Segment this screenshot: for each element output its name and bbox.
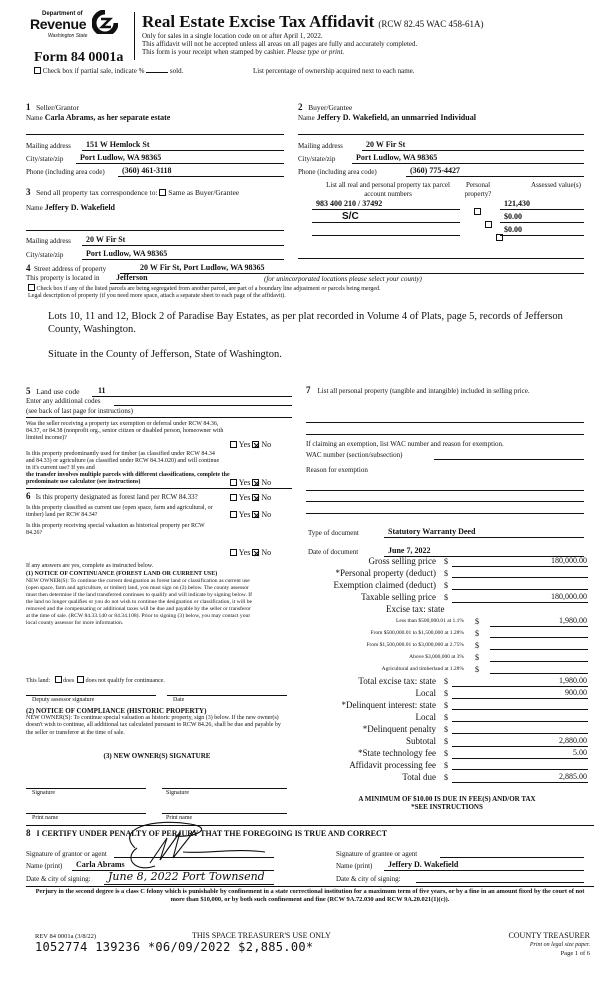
dor-emblem-icon <box>92 10 118 34</box>
revision-label: REV 84 0001a (3/8/22) <box>35 933 97 940</box>
timber-question-bold: the transfer involves multiple parcels with different classifications, complete the predominate use calculator (see instructions) <box>26 472 230 485</box>
treasurer-receipt-stamp: 1052774 139236 *06/09/2022 $2,885.00* <box>35 940 314 954</box>
partial-sale-percent-field[interactable] <box>146 72 168 73</box>
correspondence-name-line <box>26 230 284 231</box>
perjury-notice: Perjury in the second degree is a class C felony which is punishable by confinement in a state correctional institution for a maximum term of five years, or by a fine in an amount fixed by the court of not more than $10,000, or by both such confinement and fine (RCW 9A.72.030 and RCW 9A.20.021(1)(c)). <box>35 888 585 903</box>
new-owner-signature-label-2: Signature <box>166 790 189 796</box>
grantor-name-field[interactable]: Carla Abrams <box>72 860 274 871</box>
personal-property-text: List all personal property (tangible and intangible) included in selling price. <box>317 387 530 395</box>
new-owner-print-line-2 <box>162 813 287 814</box>
grantee-name-label: Name (print) <box>336 862 373 870</box>
forest-yes-no <box>230 493 271 502</box>
correspondence-city-field[interactable]: Port Ludlow, WA 98365 <box>82 249 284 260</box>
seller-city-label: City/state/zip <box>26 155 64 163</box>
currency-symbol: $ <box>444 773 448 782</box>
tax-label: Total due <box>402 772 436 782</box>
delinquent-penalty-value[interactable] <box>452 724 588 734</box>
grantee-date-city-label: Date & city of signing: <box>336 875 401 883</box>
tax-label: Subtotal <box>405 736 436 746</box>
notice-1-title: (1) NOTICE OF CONTINUANCE (FOREST LAND OR CURRENT USE) <box>26 571 218 577</box>
exemption-reason-line-3 <box>306 513 584 514</box>
header-notice-2: This affidavit will not be accepted unless all areas on all pages are fully and accurately completed. <box>142 40 418 48</box>
currency-symbol: $ <box>444 749 448 758</box>
exemption-reason-line-2 <box>306 501 584 502</box>
subtotal-row <box>300 736 594 747</box>
document-type-label: Type of document <box>308 529 359 537</box>
county-field[interactable]: Jefferson <box>110 273 240 284</box>
if-yes-note: If any answers are yes, complete as instructed below. <box>26 563 154 569</box>
street-address-field[interactable]: 20 W Fir St, Port Ludlow, WA 98365 <box>120 263 584 274</box>
bracket-label: Agricultural and timberland at 1.28% <box>381 666 464 672</box>
agency-line1: Department of <box>42 11 83 17</box>
forest-no-checkbox[interactable] <box>252 494 259 501</box>
grantor-signature-label: Signature of grantor or agent <box>26 850 107 858</box>
buyer-phone-field[interactable]: (360) 775-4427 <box>406 166 584 177</box>
grantee-signature-field[interactable] <box>440 848 584 858</box>
delinquent-interest-local-value[interactable] <box>452 712 588 722</box>
land-use-code-label <box>26 387 79 396</box>
tax-row-taxable-selling-price <box>300 592 594 603</box>
historic-no-checkbox[interactable] <box>252 549 259 556</box>
no-label: No <box>261 440 272 449</box>
exemption-reason-line-1 <box>306 490 584 491</box>
bracket-label: From $500,000.01 to $1,500,000 at 1.28% <box>370 630 464 636</box>
parcel-row-2-number[interactable]: S/C <box>312 211 460 223</box>
personal-property-line-1 <box>306 422 584 423</box>
buyer-phone-label: Phone (including area code) <box>298 168 377 176</box>
tax-label: Local <box>415 712 436 722</box>
seller-mailing-field[interactable]: 151 W Hemlock St <box>82 140 284 151</box>
buyer-mailing-field[interactable]: 20 W Fir St <box>362 140 584 151</box>
does-not-label: does not qualify for continuance. <box>85 678 165 684</box>
parcel-row-2-personal-checkbox[interactable] <box>485 221 492 228</box>
buyer-name-row <box>298 113 476 123</box>
same-as-buyer-checkbox[interactable] <box>159 189 166 196</box>
currency-symbol: $ <box>444 737 448 746</box>
partial-sale-suffix: sold. <box>169 67 184 75</box>
parcel-blank-line <box>298 258 584 259</box>
section-8-number: 8 <box>26 828 31 838</box>
forest-question <box>26 492 198 502</box>
header-notice-1: Only for sales in a single location code on or after April 1, 2022. <box>142 32 323 40</box>
yes-label: Yes <box>238 548 251 557</box>
section-3-number: 3 <box>26 187 31 197</box>
same-as-buyer-label: Same as Buyer/Grantee <box>168 188 240 197</box>
grantor-date-city-label: Date & city of signing: <box>26 875 91 883</box>
this-land-label: This land: <box>26 678 51 684</box>
bracket-row-2 <box>300 628 594 639</box>
new-owner-print-label-2: Print name <box>166 815 193 821</box>
section-2-label: Buyer/Grantee <box>308 103 353 112</box>
technology-fee-row <box>300 748 594 759</box>
currency-symbol: $ <box>444 725 448 734</box>
gross-selling-price-value[interactable]: 180,000.00 <box>452 556 588 567</box>
correspondence-name[interactable]: Jeffery D. Wakefield <box>44 203 115 212</box>
tax-label: Local <box>415 688 436 698</box>
forest-yes-checkbox[interactable] <box>230 494 237 501</box>
parcel-row-3-number[interactable] <box>312 225 460 236</box>
currency-symbol: $ <box>444 593 448 602</box>
exemption-deduct-value[interactable] <box>452 580 588 590</box>
bracket-row-3 <box>300 640 594 651</box>
page-title <box>142 12 484 32</box>
current-use-no-checkbox[interactable] <box>252 511 259 518</box>
no-label: No <box>261 510 272 519</box>
bracket-5-value[interactable] <box>490 664 588 674</box>
tax-label: *Personal property (deduct) <box>335 568 436 578</box>
wac-number-field[interactable] <box>434 450 584 460</box>
currency-symbol: $ <box>475 641 479 650</box>
bracket-4-value[interactable] <box>490 652 588 662</box>
parcel-col-header: List all real and personal property tax parcel account numbers <box>326 181 450 198</box>
exemption-question: Was the seller receiving a property tax exemption or deferral under RCW 84.36, 84.37, or 84.38 (nonprofit org., senior citizen or disabled person, homeowner with limited income)? <box>26 421 224 441</box>
section-2-number: 2 <box>298 102 303 112</box>
current-use-yes-no <box>230 510 271 519</box>
seller-name-label: Name <box>26 114 43 122</box>
notice-1-body: NEW OWNER(S): To continue the current designation as forest land or classification as current use (open space, farm and agriculture, or timber) land, you must sign on (3) below. The county assessor must then determine if the land transferred continues to qualify and will indicate by signing below. If the land no longer qualifies or you do not wish to continue the designation or classification, it will be removed and the compensating or additional taxes will be due and payable by the seller or transferor at the time of sale. (RCW 84.33.140 or 84.34.108). Prior to signing (3) below, you may contact your local county assessor for more information. <box>26 578 253 626</box>
header-notice-3 <box>142 48 344 57</box>
certification-text: I CERTIFY UNDER PENALTY OF PERJURY THAT THE FOREGOING IS TRUE AND CORRECT <box>36 829 388 838</box>
new-owner-signature-label-1: Signature <box>32 790 55 796</box>
seller-heading <box>26 103 79 112</box>
county-note: (for unincorporated locations please select your county) <box>264 275 422 283</box>
assessor-signature-line <box>26 695 156 696</box>
notice-2-title: (2) NOTICE OF COMPLIANCE (HISTORIC PROPERTY) <box>26 707 207 715</box>
correspondence-heading <box>26 188 239 197</box>
document-date-label: Date of document <box>308 548 359 556</box>
land-use-code-field[interactable]: 11 <box>92 386 292 397</box>
currency-symbol: $ <box>444 701 448 710</box>
title-text: Real Estate Excise Tax Affidavit <box>142 12 375 31</box>
current-use-yes-checkbox[interactable] <box>230 511 237 518</box>
segregated-checkbox[interactable] <box>28 284 35 291</box>
new-owner-signature-title: (3) NEW OWNER(S) SIGNATURE <box>103 752 211 760</box>
legal-description-1: Lots 10, 11 and 12, Block 2 of Paradise Bay Estates, as per plat recorded in Volume 4 of Plats, page 5, records of Jefferson County, Washington. <box>48 311 563 335</box>
agency-state: Washington State <box>48 33 88 39</box>
correspondence-name-label: Name <box>26 204 43 212</box>
total-due-row <box>300 772 594 783</box>
buyer-city-field[interactable]: Port Ludlow, WA 98365 <box>352 153 584 164</box>
tax-label: Taxable selling price <box>361 592 436 602</box>
delinquent-interest-state-row <box>300 700 594 711</box>
bracket-1-value[interactable]: 1,980.00 <box>490 616 588 627</box>
processing-fee-value[interactable] <box>452 760 588 770</box>
parcel-row-1-personal-checkbox[interactable] <box>474 208 481 215</box>
buyer-heading <box>298 103 352 112</box>
taxable-selling-price-value[interactable]: 180,000.00 <box>452 592 588 603</box>
currency-symbol: $ <box>475 665 479 674</box>
no-label: No <box>261 478 272 487</box>
total-excise-state-value[interactable]: 1,980.00 <box>452 676 588 687</box>
currency-symbol: $ <box>444 689 448 698</box>
currency-symbol: $ <box>444 713 448 722</box>
tax-row-personal-property <box>300 568 594 579</box>
grantee-date-city-field[interactable] <box>416 873 584 883</box>
timber-yes-no <box>230 478 271 487</box>
parcel-row-3-assessed[interactable]: $0.00 <box>500 225 584 236</box>
personal-col-header: Personal property? <box>464 181 492 198</box>
correspondence-mailing-label: Mailing address <box>26 237 71 245</box>
bracket-2-value[interactable] <box>490 628 588 638</box>
does-not-qualify-checkbox[interactable] <box>77 676 84 683</box>
new-owner-print-label-1: Print name <box>32 815 59 821</box>
notice-2-body: NEW OWNER(S): To continue special valuation as historic property, sign (3) below. If the new owner(s) doesn't wish to continue, all additional tax calculated pursuant to RCW 84.26, shall be due and payable by the seller or transferor at the time of sale. <box>26 715 281 736</box>
does-label: does <box>63 678 75 684</box>
parcel-row-1-number[interactable]: 983 400 210 / 37492 <box>312 199 460 210</box>
grantor-name-label: Name (print) <box>26 862 63 870</box>
notice-3-text: This form is your receipt when stamped by cashier. <box>142 48 286 56</box>
exemption-no-checkbox[interactable] <box>252 441 259 448</box>
section-6-number: 6 <box>26 491 31 501</box>
section-1-label: Seller/Grantor <box>36 103 80 112</box>
parcel-row-1-assessed[interactable]: 121,430 <box>500 199 584 210</box>
correspondence-mailing-field[interactable]: 20 W Fir St <box>82 235 284 246</box>
segregated-label: Check box if any of the listed parcels are being segregated from another parcel, are part of a boundary line adjustment or parcels being merged. <box>36 286 381 292</box>
treasurer-use-label: THIS SPACE TREASURER'S USE ONLY <box>192 931 331 940</box>
does-qualify-checkbox[interactable] <box>55 676 62 683</box>
bracket-label: Above $3,000,000 at 3% <box>409 654 464 660</box>
currency-symbol: $ <box>475 653 479 662</box>
new-owner-sig-line-1 <box>26 788 146 789</box>
tax-row-exemption-claimed <box>300 580 594 591</box>
legal-label: Legal description of property (if you need more space, attach a separate sheet to each page of the affidavit). <box>28 293 286 299</box>
assessor-signature-label: Deputy assessor signature <box>32 697 95 703</box>
exemption-claim-label: If claiming an exemption, list WAC number and reason for exemption. <box>306 440 504 448</box>
tax-row-gross-selling-price <box>300 556 594 567</box>
tax-label: Total excise tax: state <box>358 676 436 686</box>
assessed-col-header: Assessed value(s) <box>531 181 581 189</box>
street-label: Street address of property <box>34 265 107 273</box>
see-instructions-note: *SEE INSTRUCTIONS <box>411 803 483 811</box>
total-excise-local-value[interactable]: 900.00 <box>452 688 588 699</box>
total-due-value[interactable]: 2,885.00 <box>452 772 588 783</box>
header-divider <box>134 12 135 60</box>
no-label: No <box>261 548 272 557</box>
buyer-name[interactable]: Jeffery D. Wakefield, an unmarried Individual <box>316 113 476 122</box>
tax-label: *State technology fee <box>358 748 436 758</box>
perjury-divider <box>26 886 594 887</box>
bracket-label: Less than $500,000.01 at 1.1% <box>396 618 464 624</box>
timber-question: Is this property predominantly used for timber (as classified under RCW 84.34 and 84.33) or agriculture (as classified under RCW 84.34.020) and will continue in it's current use? If yes and <box>26 451 220 471</box>
form-number: Form 84 0001a <box>34 50 124 65</box>
ownership-note: List percentage of ownership acquired next to each name. <box>253 67 415 75</box>
page-number: Page 1 of 6 <box>560 950 590 957</box>
yes-label: Yes <box>238 493 251 502</box>
exemption-reason-label: Reason for exemption <box>306 466 368 474</box>
personal-property-line-2 <box>306 434 584 435</box>
located-in-label: This property is located in <box>26 274 100 282</box>
currency-symbol: $ <box>444 761 448 770</box>
grantee-name-field[interactable]: Jeffery D. Wakefield <box>384 860 584 871</box>
seller-name[interactable]: Carla Abrams, as her separate estate <box>44 113 171 122</box>
segregated-row <box>28 284 381 293</box>
correspondence-name-row <box>26 203 115 213</box>
current-use-question: Is this property classified as current use (open space, farm and agricultural, or timber) land per RCW 84.34? <box>26 505 213 518</box>
seller-name-row <box>26 113 170 123</box>
technology-fee-value[interactable]: 5.00 <box>452 748 588 759</box>
partial-sale-checkbox[interactable] <box>34 67 41 74</box>
bracket-row-5 <box>300 664 594 675</box>
bracket-row-4 <box>300 652 594 663</box>
notice-3-italic: Please type or print. <box>287 48 345 56</box>
correspondence-label: Send all property tax correspondence to: <box>36 188 158 197</box>
total-excise-state-row <box>300 676 594 687</box>
partial-sale-row <box>34 67 183 76</box>
buyer-name-line <box>298 134 584 135</box>
historic-yes-checkbox[interactable] <box>230 549 237 556</box>
seller-phone-field[interactable]: (360) 461-3118 <box>118 166 284 177</box>
personal-property-deduct-value[interactable] <box>452 568 588 578</box>
buyer-mailing-label: Mailing address <box>298 142 343 150</box>
agency-name: Revenue <box>30 16 87 32</box>
grantor-date-city-field[interactable]: June 8, 2022 Port Townsend <box>104 870 274 885</box>
yes-label: Yes <box>238 440 251 449</box>
seller-city-field[interactable]: Port Ludlow, WA 98365 <box>76 153 284 164</box>
delinquent-penalty-row <box>300 724 594 735</box>
parcel-row-2-assessed[interactable]: $0.00 <box>500 212 584 223</box>
currency-symbol: $ <box>444 581 448 590</box>
tax-label: Gross selling price <box>368 556 436 566</box>
buyer-city-label: City/state/zip <box>298 155 336 163</box>
additional-codes-note: (see back of last page for instructions) <box>26 407 133 415</box>
currency-symbol: $ <box>444 557 448 566</box>
timber-no-checkbox[interactable] <box>252 479 259 486</box>
yes-label: Yes <box>238 478 251 487</box>
assessor-date-line <box>167 695 287 696</box>
document-type-field[interactable]: Statutory Warranty Deed <box>384 527 584 538</box>
grantee-signature-label: Signature of grantee or agent <box>336 850 418 858</box>
continuance-row <box>26 676 165 685</box>
forest-question-text: Is this property designated as forest land per RCW 84.33? <box>35 493 198 501</box>
print-note: Print on legal size paper. <box>529 942 590 948</box>
timber-yes-checkbox[interactable] <box>230 479 237 486</box>
legal-description-2: Situate in the County of Jefferson, State of Washington. <box>48 349 282 360</box>
partial-sale-label: Check box if partial sale, indicate % <box>42 67 145 75</box>
section-5-divider <box>26 488 292 489</box>
currency-symbol: $ <box>444 677 448 686</box>
personal-property-label <box>306 386 584 396</box>
bracket-row-1 <box>300 616 594 627</box>
section-4-number: 4 <box>26 263 31 273</box>
delinquent-interest-local-row <box>300 712 594 723</box>
section-5-number: 5 <box>26 386 31 396</box>
exemption-yes-no <box>230 440 271 449</box>
total-excise-local-row <box>300 688 594 699</box>
currency-symbol: $ <box>444 569 448 578</box>
correspondence-city-label: City/state/zip <box>26 251 64 259</box>
currency-symbol: $ <box>475 629 479 638</box>
new-owner-sig-line-2 <box>162 788 287 789</box>
seller-mailing-label: Mailing address <box>26 142 71 150</box>
no-label: No <box>261 493 272 502</box>
section-1-number: 1 <box>26 102 31 112</box>
delinquent-interest-state-value[interactable] <box>452 700 588 710</box>
subtotal-value[interactable]: 2,880.00 <box>452 736 588 747</box>
title-ref: (RCW 82.45 WAC 458-61A) <box>378 19 484 29</box>
excise-tax-state-label: Excise tax: state <box>386 604 445 614</box>
county-treasurer-label: COUNTY TREASURER <box>508 931 590 940</box>
exemption-yes-checkbox[interactable] <box>230 441 237 448</box>
dor-logo <box>30 10 120 44</box>
additional-codes-label: Enter any additional codes <box>26 397 101 405</box>
additional-codes-field[interactable] <box>114 396 292 406</box>
wac-number-label: WAC number (section/subsection) <box>306 451 403 459</box>
historic-yes-no <box>230 548 271 557</box>
seller-name-line <box>26 134 284 135</box>
document-date-field[interactable]: June 7, 2022 <box>384 546 584 557</box>
land-use-label-text: Land use code <box>36 387 80 396</box>
processing-fee-row <box>300 760 594 771</box>
historic-question: Is this property receiving special valuation as historical property per RCW 84.26? <box>26 523 205 536</box>
tax-label: *Delinquent interest: state <box>341 700 436 710</box>
minimum-due-note: A MINIMUM OF $10.00 IS DUE IN FEE(S) AND/OR TAX <box>358 795 536 803</box>
section-5-line-a <box>26 417 292 418</box>
buyer-name-label: Name <box>298 114 315 122</box>
new-owner-print-line-1 <box>26 813 146 814</box>
currency-symbol: $ <box>475 617 479 626</box>
street-address-label <box>26 264 106 274</box>
bracket-label: From $1,500,000.01 to $3,000,000 at 2.75% <box>366 642 464 648</box>
assessor-date-label: Date <box>173 697 185 703</box>
tax-label: Affidavit processing fee <box>349 760 436 770</box>
yes-label: Yes <box>238 510 251 519</box>
bracket-3-value[interactable] <box>490 640 588 650</box>
tax-label: Exemption claimed (deduct) <box>333 580 436 590</box>
tax-label: *Delinquent penalty <box>362 724 436 734</box>
seller-phone-label: Phone (including area code) <box>26 168 105 176</box>
section-7-number: 7 <box>306 385 311 395</box>
